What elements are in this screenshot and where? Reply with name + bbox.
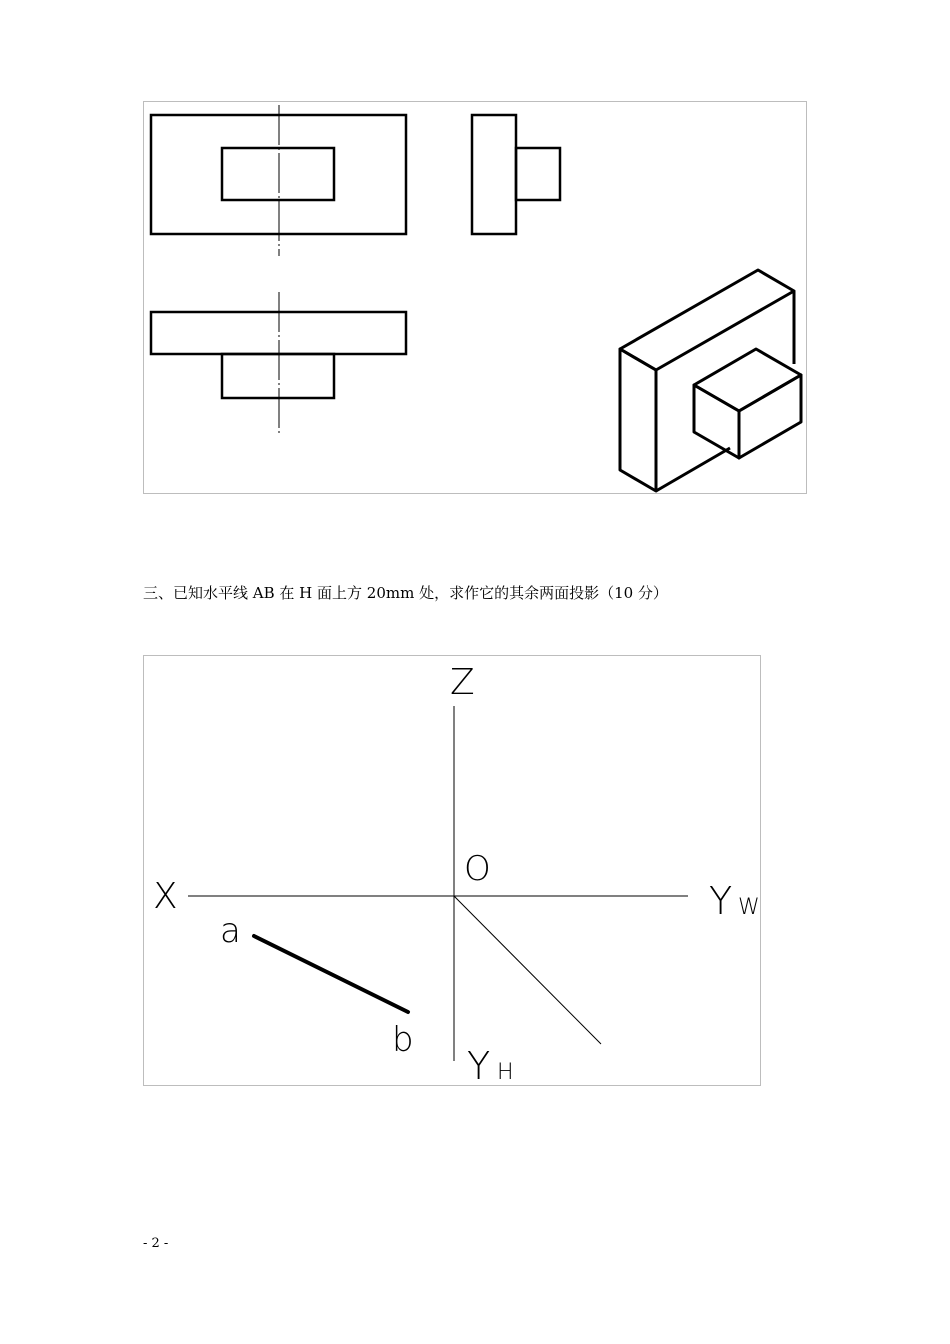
isometric-sketch <box>620 270 801 491</box>
page-number: - 2 - <box>143 1236 169 1251</box>
label-origin: O <box>464 849 491 889</box>
side-view <box>472 115 560 234</box>
projection-axes-drawing <box>144 656 762 1087</box>
three-view-drawing <box>144 102 808 495</box>
label-yh-h: H <box>497 1060 514 1085</box>
front-view-block <box>222 148 334 200</box>
iso-plate-bottom-edge <box>656 448 730 491</box>
question-text: 三、已知水平线 AB 在 H 面上方 20mm 处，求作它的其余两面投影（10 分） <box>143 584 668 602</box>
iso-block-side-face <box>739 375 801 458</box>
iso-block-top-face <box>694 349 801 411</box>
three-view-drawing-figure <box>143 101 807 494</box>
projection-axes-figure <box>143 655 761 1086</box>
label-z: Z <box>450 662 475 703</box>
label-yw-y: Y <box>709 879 733 923</box>
side-view-plate <box>472 115 516 234</box>
45-degree-line <box>454 896 601 1044</box>
line-ab-horizontal-projection <box>254 936 408 1012</box>
iso-block-front-face <box>694 385 739 458</box>
label-b: b <box>392 1020 414 1060</box>
side-view-block <box>516 148 560 200</box>
iso-plate-front-face <box>620 349 656 491</box>
top-view-block <box>222 354 334 398</box>
label-x: X <box>153 876 178 917</box>
label-a: a <box>220 911 241 951</box>
label-yh-y: Y <box>467 1044 491 1087</box>
label-yw-w: W <box>738 895 760 920</box>
